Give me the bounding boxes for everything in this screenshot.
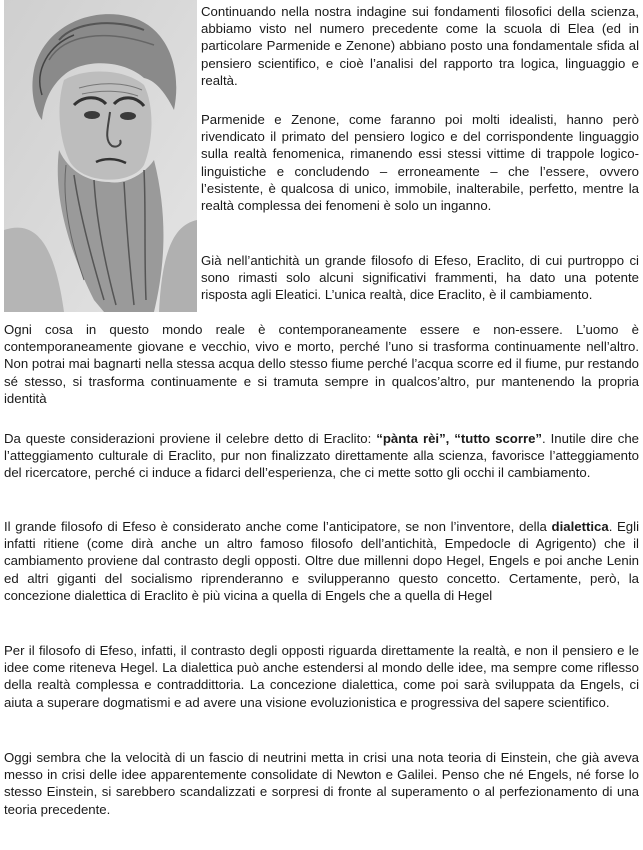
paragraph-panta-rei [4, 430, 639, 482]
paragraph-parmenide-zenone: Parmenide e Zenone, come faranno poi molti idealisti, hanno però rivendicato il primato del pensiero logico e del corrispondente linguaggio sulla realtà fenomenica, rimanendo essi stessi vittime di trappole logico-linguistiche e concludendo – erroneamente – che l’essere, ovvero l’esistente, è qualcosa di unico, immobile, inalterabile, perfetto, mentre la realtà complessa dei fenomeni è solo un inganno. [201, 112, 639, 214]
paragraph-intro: Continuando nella nostra indagine sui fondamenti filosofici della scienza, abbiamo visto nel numero precedente come la scuola di Elea (ed in particolare Parmenide e Zenone) abbiano posto una fondamentale sfida al pensiero scientifico, e cioè l’analisi del rapporto tra logica, linguaggio e realtà. [201, 4, 639, 88]
paragraph-eraclito-intro: Già nell’antichità un grande filosofo di Efeso, Eraclito, di cui purtroppo ci sono rimasti solo alcuni significativi frammenti, ha dato una potente risposta agli Eleatici. L’unica realtà, dice Eraclito, è il cambiamento. [201, 253, 639, 303]
dialettica-term: dialettica [551, 519, 609, 534]
portrait-sketch-icon [4, 0, 197, 312]
paragraph-opposti: Per il filosofo di Efeso, infatti, il contrasto degli opposti riguarda direttamente la realtà, e non il pensiero e le idee come riteneva Hegel. La dialettica può anche estendersi al mondo delle idee, ma sempre come riflesso della realtà complessa e contraddittoria. La concezione dialettica, come poi sarà sviluppata da Engels, ci aiuta a superare dogmatismi e ad avere una visione evoluzionistica e progressiva del sapere scientifico. [4, 643, 639, 710]
panta-rei-quote: “pànta rèi”, “tutto scorre” [376, 431, 543, 446]
dialettica-lead: Il grande filosofo di Efeso è considerato anche come l’anticipatore, se non l’inventore, della [4, 519, 552, 534]
panta-rei-rest: . Inutile dire che l’atteggiamento culturale di Eraclito, pur non finalizzato direttamente alla scienza, favorisce l’atteggiamento del ricercatore, perché ci induce a fidarci dell’esperienza, che ci mette sotto gli occhi il cambiamento. [4, 431, 639, 481]
paragraph-dialettica [4, 518, 639, 604]
paragraph-essere-non-essere: Ogni cosa in questo mondo reale è contemporaneamente essere e non-essere. L’uomo è contemporaneamente giovane e vecchio, vivo e morto, perché l’uno si trasforma continuamente nell’altro. Non potrai mai bagnarti nella stessa acqua dello stesso fiume perché l’acqua scorre ed il fiume, pur restando sé stesso, si trasforma continuamente e si tramuta sempre in qualcos’altro, pur mantenendo la propria identità [4, 322, 639, 406]
panta-rei-lead: Da queste considerazioni proviene il celebre detto di Eraclito: [4, 431, 377, 446]
paragraph-neutrini: Oggi sembra che la velocità di un fascio di neutrini metta in crisi una nota teoria di Einstein, che già aveva messo in crisi delle idee apparentemente consolidate di Newton e Galilei. Penso che né Engels, né forse lo stesso Einstein, si sarebbero scandalizzati e sorpresi di fronte al superamento o al perfezionamento di una teoria precedente. [4, 750, 639, 817]
dialettica-rest: . Egli infatti ritiene (come dirà anche un altro famoso filosofo dell’antichità, Empedocle di Agrigento) che il cambiamento proviene dal contrasto degli opposti. Oltre due millenni dopo Hegel, Engels e poi anche Lenin ed altri giganti del socialismo riprenderanno e svilupperanno questo concetto. Certamente, però, la concezione dialettica di Eraclito è più vicina a quella di Engels che a quella di Hegel [4, 519, 639, 603]
